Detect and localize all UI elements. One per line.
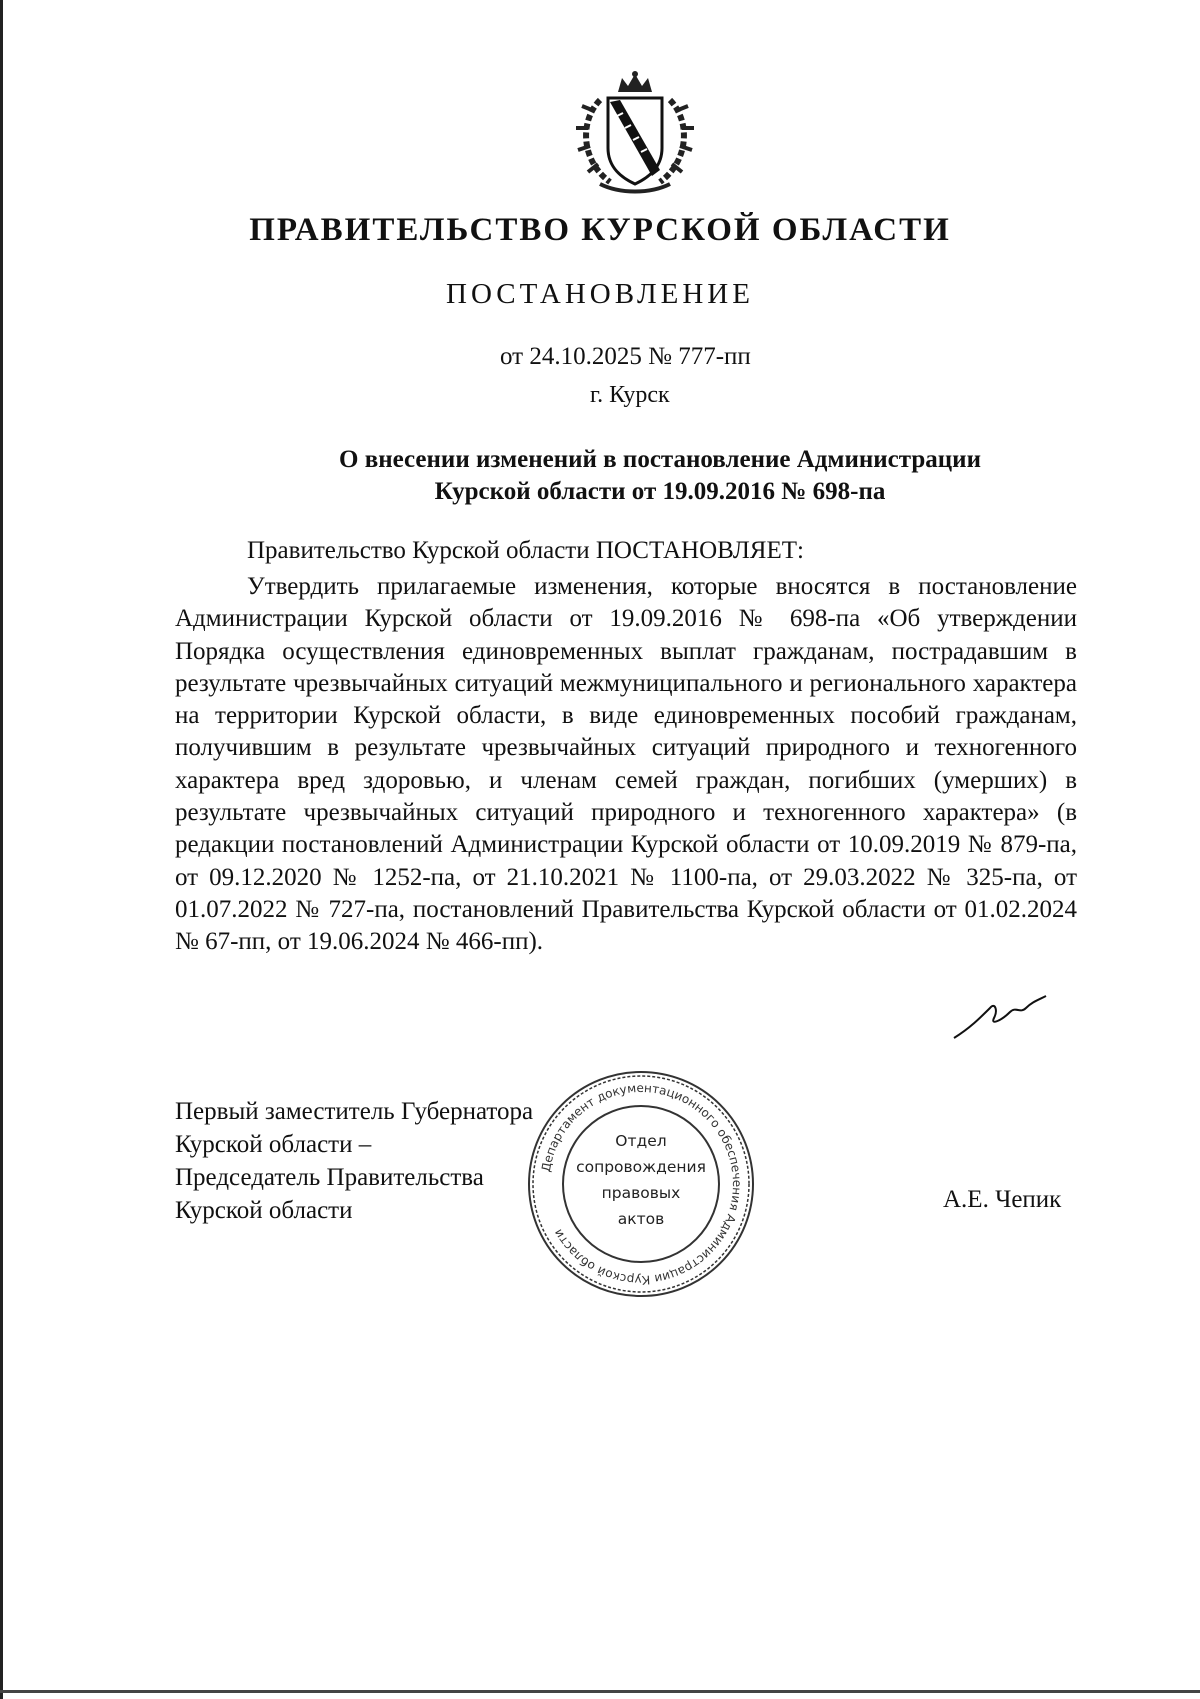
seal-line-2: сопровождения xyxy=(576,1158,706,1176)
document-city: г. Курск xyxy=(590,382,670,408)
seal-line-1: Отдел xyxy=(615,1132,667,1150)
organization-title: ПРАВИТЕЛЬСТВО КУРСКОЙ ОБЛАСТИ xyxy=(249,212,951,248)
signature-title-line-1: Первый заместитель Губернатора xyxy=(175,1098,534,1125)
intro-paragraph: Правительство Курской области ПОСТАНОВЛЯЕТ: xyxy=(247,537,804,564)
document-date-number: от 24.10.2025 № 777-пп xyxy=(500,343,751,370)
coat-of-arms-emblem xyxy=(570,70,700,195)
page-edge-left xyxy=(0,0,3,1699)
seal-ring-text: Департамент документационного обеспечения Администрации Курской области xyxy=(538,1080,745,1288)
page-edge-bottom xyxy=(0,1690,1200,1693)
signature-title-line-3: Председатель Правительства xyxy=(175,1164,484,1191)
document-heading xyxy=(260,444,1060,508)
seal-line-3: правовых xyxy=(601,1184,681,1202)
signature-title-line-4: Курской области xyxy=(175,1197,353,1224)
signatory-name: А.Е. Чепик xyxy=(943,1186,1062,1213)
signature-title-line-2: Курской области – xyxy=(175,1131,372,1158)
document-type: ПОСТАНОВЛЕНИЕ xyxy=(446,278,754,310)
seal-line-4: актов xyxy=(617,1210,665,1228)
heading-line-1: О внесении изменений в постановление Администрации xyxy=(339,446,981,473)
seal-center-text xyxy=(570,1128,712,1232)
heading-line-2: Курской области от 19.09.2016 № 698-па xyxy=(434,478,886,505)
handwritten-signature xyxy=(950,988,1050,1048)
body-paragraph: Утвердить прилагаемые изменения, которые вносятся в постановление Администрации Курской области от 19.09.2016 № 698-па «Об утверждении Порядка осуществления единовременных выплат гражданам, пострадавшим в результате чрезвычайных ситуаций межмуниципального и регионального характера на территории Курской области, в виде единовременных пособий гражданам, получившим в результате чрезвычайных ситуаций природного и техногенного характера вред здоровью, и членам семей граждан, погибших (умерших) в результате чрезвычайных ситуаций природного и техногенного характера» (в редакции постановлений Администрации Курской области от 10.09.2019 № 879-па, от 09.12.2020 № 1252-па, от 21.10.2021 № 1100-па, от 29.03.2022 № 325-па, от 01.07.2022 № 727-па, постановлений Правительства Курской области от 01.02.2024 № 67-пп, от 19.06.2024 № 466-пп). xyxy=(175,573,1077,956)
signature-block xyxy=(175,1095,533,1227)
